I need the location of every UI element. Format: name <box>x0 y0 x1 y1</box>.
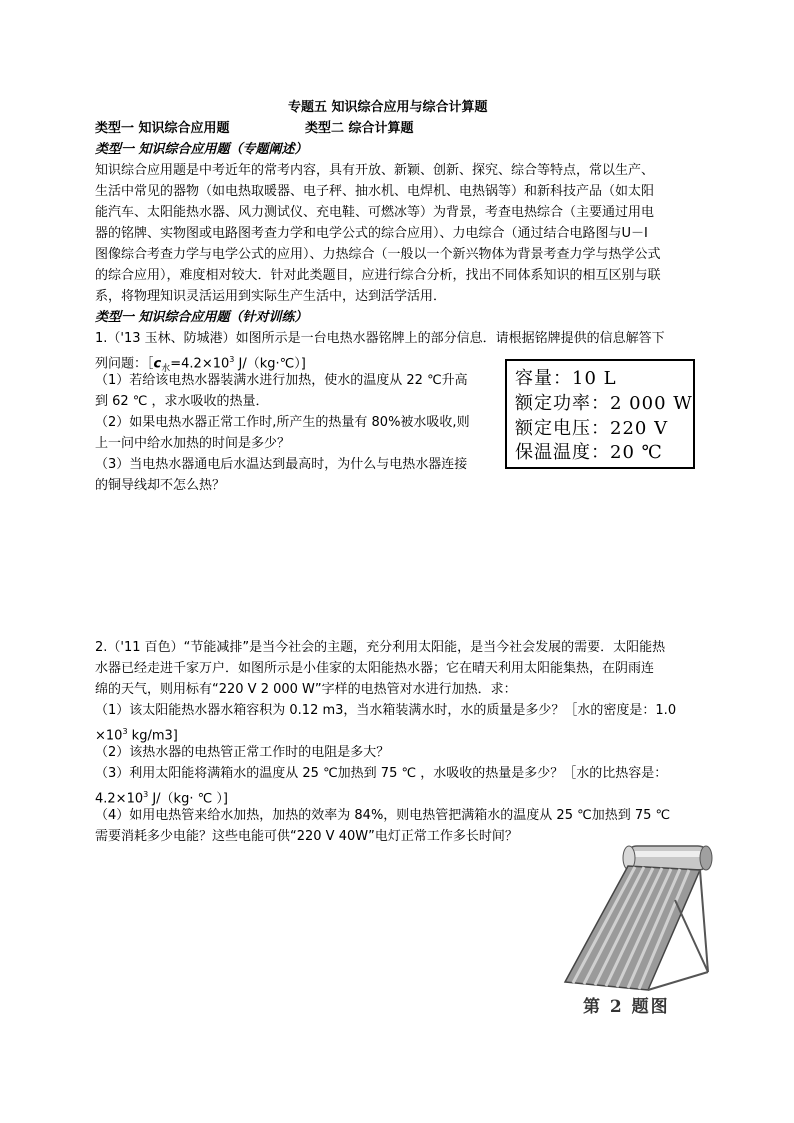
intro-line: 图像综合考查力学与电学公式的应用）、力热综合（一般以一个新兴物体为背景考查力学与热学公式 <box>95 247 661 262</box>
nameplate-capacity: 容量：10 L <box>515 368 617 389</box>
page-title: 专题五 知识综合应用与综合计算题 <box>288 100 488 115</box>
q2-stem-line: 2.（'11 百色）“节能减排”是当今社会的主题，充分利用太阳能，是当今社会发展的需要．太阳能热 <box>95 640 666 655</box>
q2-part1-line: （1）该太阳能热水器水箱容积为 0.12 m3，当水箱装满水时，水的质量是多少？［水的密度是：1.0 <box>95 703 677 718</box>
q2-text: 4.2×10 <box>95 791 144 807</box>
q2-exponent: 3 <box>143 790 149 799</box>
q2-text: ×10 <box>95 728 123 744</box>
q1-text: =4.2×10 <box>170 356 230 372</box>
q2-part4-line: 需要消耗多少电能？这些电能可供“220 V 40W”电灯正常工作多长时间？ <box>95 829 518 844</box>
q1-symbol-sub: 水 <box>161 363 171 374</box>
q1-stem-line: 1.（'13 玉林、防城港）如图所示是一台电热水器铭牌上的部分信息．请根据铭牌提供的信息解答下 <box>95 331 665 346</box>
q1-text: J/（kg·℃）] <box>234 356 306 372</box>
intro-line: 器的铭牌、实物图或电路图考查力学和电学公式的综合应用）、力电综合（通过结合电路图与U－I <box>95 226 648 241</box>
nameplate-rated-voltage: 额定电压：220 V <box>515 418 669 439</box>
q2-part2-line: （2）该热水器的电热管正常工作时的电阻是多大？ <box>95 745 390 760</box>
q1-part3-line: （3）当电热水器通电后水温达到最高时，为什么与电热水器连接 <box>95 457 468 472</box>
nameplate-rated-power: 额定功率：2 000 W <box>515 393 693 414</box>
q2-exponent: 3 <box>122 727 128 736</box>
type1-label: 类型一 知识综合应用题 <box>95 121 230 136</box>
q2-stem-line: 绵的天气，则用标有“220 V 2 000 W”字样的电热管对水进行加热．求： <box>95 682 517 697</box>
q1-part3-line: 的铜导线却不怎么热？ <box>95 478 226 493</box>
q1-text: 列问题：［ <box>95 356 154 372</box>
q2-part4-line: （4）如用电热管来给水加热，加热的效率为 84%，则电热管把满箱水的温度从 25 ℃加热到 75 ℃ <box>95 808 671 823</box>
q1-symbol-c: c <box>153 356 162 372</box>
intro-line: 系，将物理知识灵活运用到实际生产生活中，达到活学活用． <box>95 289 447 304</box>
q2-text: kg/m3] <box>127 728 178 744</box>
q2-stem-line: 水器已经走进千家万户．如图所示是小佳家的太阳能热水器；它在晴天利用太阳能集热，在阴雨连 <box>95 661 655 676</box>
intro-line: 的综合应用），难度相对较大．针对此类题目，应进行综合分析，找出不同体系知识的相互区别与联 <box>95 268 661 283</box>
q1-exponent: 3 <box>229 355 235 364</box>
section-heading-overview: 类型一 知识综合应用题（专题阐述） <box>95 142 308 157</box>
nameplate-keep-warm-temp: 保温温度：20 ℃ <box>515 442 663 463</box>
figure-caption: 第 2 题图 <box>583 997 670 1017</box>
type2-label: 类型二 综合计算题 <box>305 121 414 136</box>
section-heading-practice: 类型一 知识综合应用题（针对训练） <box>95 310 308 325</box>
q2-part3-line: （3）利用太阳能将满箱水的温度从 25 ℃加热到 75 ℃ ，水吸收的热量是多少？［水的比热容是： <box>95 766 668 781</box>
q1-part2-line: （2）如果电热水器正常工作时,所产生的热量有 80%被水吸收,则 <box>95 415 470 430</box>
intro-line: 知识综合应用题是中考近年的常考内容，具有开放、新颖、创新、探究、综合等特点，常以生产、 <box>95 163 655 178</box>
q1-part1-line: （1）若给该电热水器装满水进行加热，使水的温度从 22 ℃升高 <box>95 373 468 388</box>
q1-part1-line: 到 62 ℃ ，求水吸收的热量． <box>95 394 269 409</box>
heater-nameplate <box>505 359 695 469</box>
collector-tubes <box>565 866 700 990</box>
q2-text: J/（kg· ℃ ）] <box>148 791 228 807</box>
q1-part2-line: 上一问中给水加热的时间是多少？ <box>95 436 291 451</box>
intro-line: 能汽车、太阳能热水器、风力测试仪、充电鞋、可燃冰等）为背景，考查电热综合（主要通过用电 <box>95 205 655 220</box>
intro-line: 生活中常见的器物（如电热取暖器、电子秤、抽水机、电焊机、电热锅等）和新科技产品（如太阳 <box>95 184 655 199</box>
